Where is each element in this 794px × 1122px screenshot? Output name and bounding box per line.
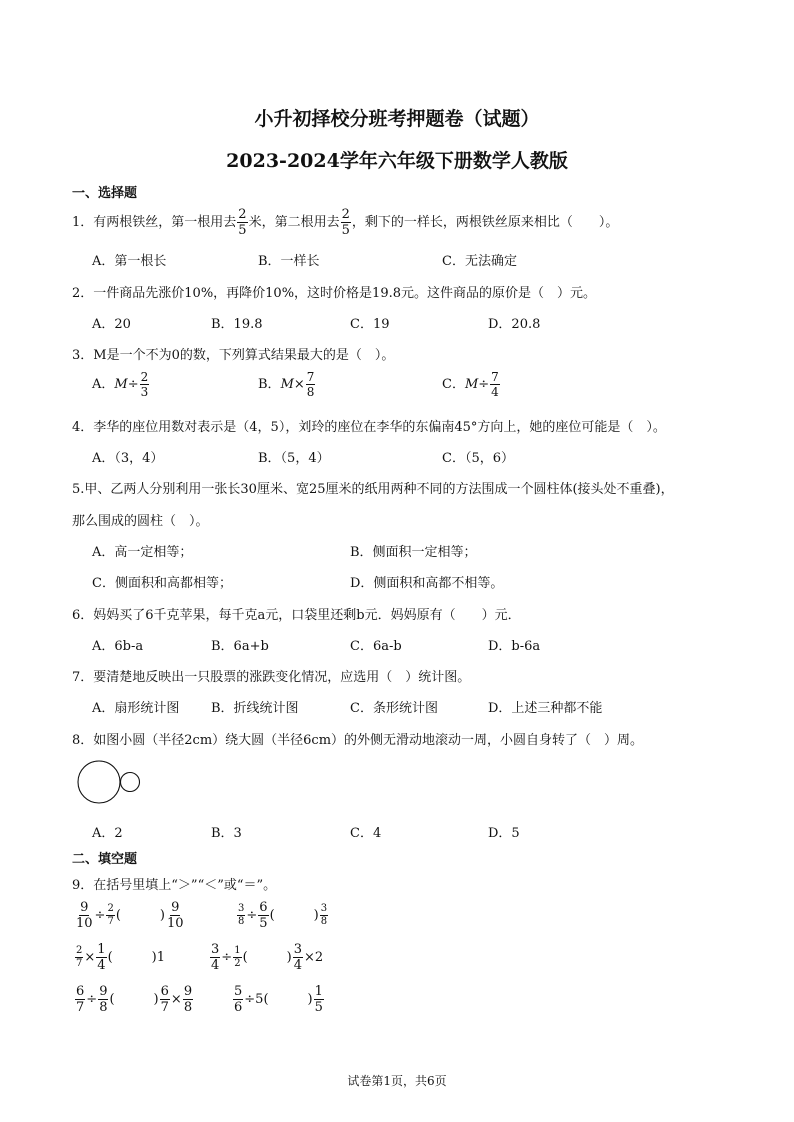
- option-b: B．折线统计图: [211, 701, 299, 716]
- small-circle: [121, 773, 140, 792]
- option-a: A．第一根长: [92, 254, 167, 269]
- question-1-text-c: ，剩下的一样长，两根铁丝原来相比（ ）。: [351, 215, 619, 230]
- page-footer: 试卷第1页，共6页: [347, 1074, 447, 1088]
- option-b: B．（5，4）: [258, 451, 330, 466]
- compare-expression: $\frac{3}{8}$ ÷ $\frac{6}{5}$ ( ) $\frac{3}{8}$: [238, 900, 328, 931]
- compare-expression: $\frac{2}{7}$ × $\frac{1}{4}$ ( )1: [76, 942, 165, 973]
- option-b: B．侧面积一定相等；: [350, 545, 477, 560]
- option-d: D．20.8: [488, 317, 541, 332]
- option-b: B．M× $\frac{7}{8}$: [258, 370, 315, 399]
- title-line-1: 小升初择校分班考押题卷（试题）: [254, 108, 540, 130]
- answer-blank: ( )1: [107, 950, 165, 965]
- option-c: C．4: [350, 826, 382, 841]
- answer-blank: ( ): [115, 908, 165, 923]
- question-2: 2．一件商品先涨价10%，再降价10%，这时价格是19.8元。这件商品的原价是（ ）元。: [72, 286, 597, 301]
- question-8: 8．如图小圆（半径2cm）绕大圆（半径6cm）的外侧无滑动地滚动一周，小圆自身转了（ ）周。: [72, 733, 644, 748]
- option-b: B．19.8: [211, 317, 263, 332]
- option-a: A．高一定相等；: [92, 545, 193, 560]
- title-line-2: 2023-2024学年六年级下册数学人教版: [226, 150, 568, 172]
- fraction: $\frac{2}{3}$: [140, 370, 149, 399]
- question-6: 6．妈妈买了6千克苹果，每千克a元，口袋里还剩b元．妈妈原有（ ）元．: [72, 608, 521, 623]
- option-c: C．M÷ $\frac{7}{4}$: [442, 370, 499, 399]
- compare-expression: $\frac{3}{4}$ ÷ $\frac{1}{2}$ ( ) $\frac{3}{4}$ ×2: [211, 942, 324, 973]
- question-1-text-a: 1．有两根铁丝，第一根用去: [72, 215, 237, 230]
- large-circle: [78, 761, 120, 803]
- option-b: B．3: [211, 826, 242, 841]
- answer-blank: ( ): [242, 950, 292, 965]
- option-c: C．条形统计图: [350, 701, 438, 716]
- question-4: 4．李华的座位用数对表示是（4，5），刘玲的座位在李华的东偏南45°方向上，她的座位可能是（ ）。: [72, 420, 666, 435]
- option-b: B．一样长: [258, 254, 320, 269]
- option-d: D．5: [488, 826, 520, 841]
- compare-expression: $\frac{5}{6}$ ÷5( ) $\frac{1}{5}$: [234, 984, 323, 1015]
- compare-expression: $\frac{6}{7}$ ÷ $\frac{9}{8}$ ( ) $\frac{6}{7}$ × $\frac{9}{8}$: [76, 984, 193, 1015]
- fraction: $\frac{2}{5}$: [341, 207, 350, 238]
- section-heading-fill: 二、填空题: [72, 852, 138, 867]
- compare-expression: $\frac{9}{10}$ ÷ $\frac{2}{7}$ ( ) $\frac{9}{10}$: [76, 900, 184, 931]
- fraction: $\frac{2}{5}$: [238, 207, 247, 238]
- answer-blank: ( ): [269, 908, 319, 923]
- question-7: 7．要清楚地反映出一只股票的涨跌变化情况，应选用（ ）统计图。: [72, 670, 471, 685]
- option-c: C．6a-b: [350, 639, 402, 654]
- section-heading-choice: 一、选择题: [72, 186, 138, 201]
- option-c: C．侧面积和高都相等；: [92, 576, 232, 591]
- option-a: A．（3，4）: [92, 451, 164, 466]
- option-a: A．6b-a: [92, 639, 144, 654]
- option-a: A．M÷ $\frac{2}{3}$: [92, 370, 149, 399]
- option-c: C．无法确定: [442, 254, 517, 269]
- question-5-line-1: 5.甲、乙两人分别利用一张长30厘米、宽25厘米的纸用两种不同的方法围成一个圆柱体(接头处不重叠)，: [72, 482, 674, 497]
- question-3: 3．M是一个不为0的数，下列算式结果最大的是（ ）。: [72, 348, 395, 363]
- option-a: A．20: [92, 317, 131, 332]
- circles-diagram: [74, 758, 146, 808]
- question-1: [72, 208, 618, 237]
- option-c: C．19: [350, 317, 390, 332]
- fraction: $\frac{7}{8}$: [306, 370, 315, 399]
- option-d: D．上述三种都不能: [488, 701, 603, 716]
- option-a: A．2: [92, 826, 123, 841]
- option-a: A．扇形统计图: [92, 701, 180, 716]
- question-1-text-b: 米，第二根用去: [248, 215, 340, 230]
- fraction: $\frac{7}{4}$: [491, 370, 499, 399]
- answer-blank: ( ): [109, 992, 159, 1007]
- option-c: C．（5，6）: [442, 451, 514, 466]
- option-b: B．6a+b: [211, 639, 269, 654]
- option-d: D．b-6a: [488, 639, 541, 654]
- question-5-line-2: 那么围成的圆柱（ ）。: [72, 514, 209, 529]
- option-d: D．侧面积和高都不相等。: [350, 576, 504, 591]
- question-9: 9．在括号里填上“＞”“＜”或“＝”。: [72, 878, 277, 893]
